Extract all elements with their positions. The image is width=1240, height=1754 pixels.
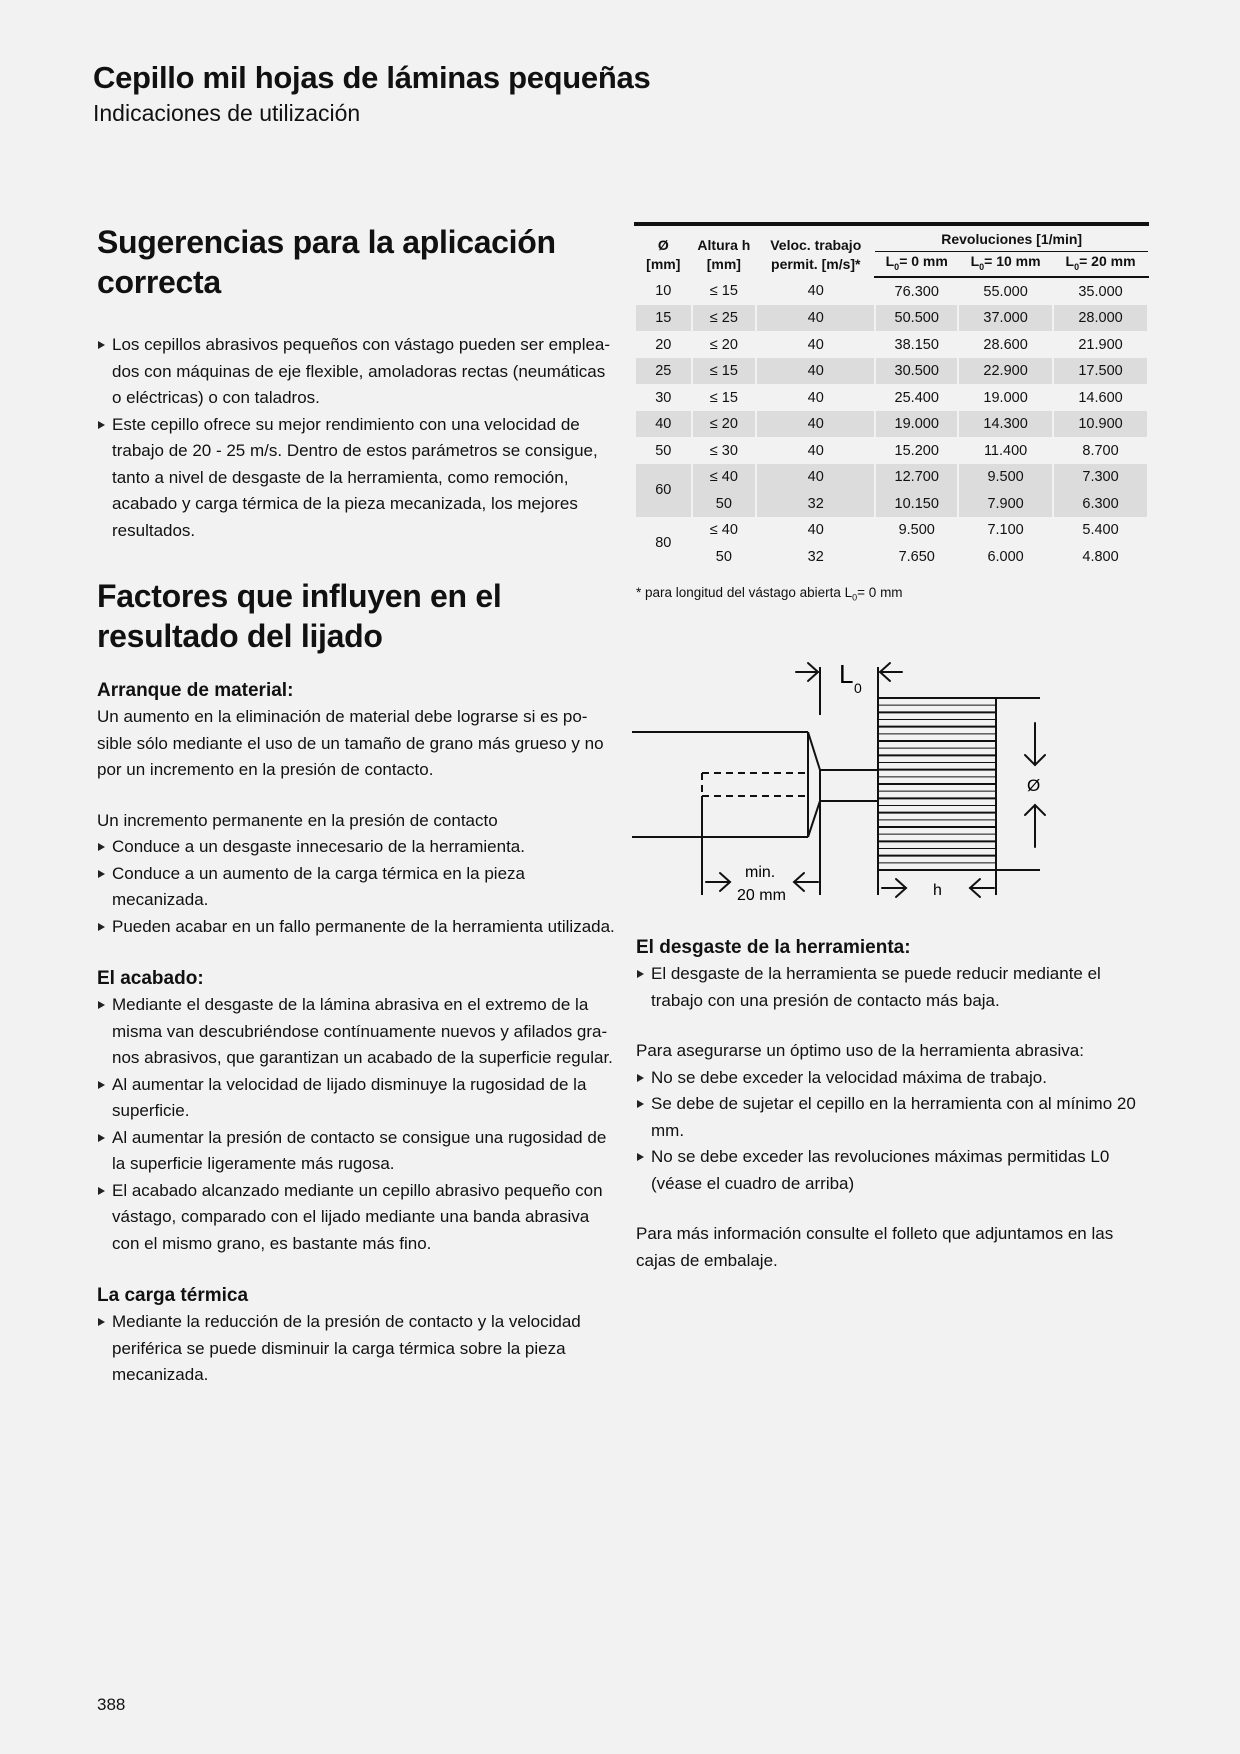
cell-v: 40 — [756, 437, 875, 464]
cell-r10: 9.500 — [958, 464, 1053, 491]
cell-h: ≤ 15 — [692, 384, 757, 411]
cell-r0: 15.200 — [875, 437, 958, 464]
list-item: Conduce a un aumento de la carga térmica en la pieza mecanizada. — [97, 861, 617, 914]
cell-v: 40 — [756, 331, 875, 358]
cell-r20: 8.700 — [1053, 437, 1148, 464]
cell-v: 40 — [756, 517, 875, 544]
list-item: Se debe de sujetar el cepillo en la herramienta con al mínimo 20 mm. — [636, 1091, 1156, 1144]
list-item: Conduce a un desgaste innecesario de la herramienta. — [97, 834, 617, 861]
cell-diameter: 30 — [635, 384, 692, 411]
cell-r0: 30.500 — [875, 358, 958, 385]
cell-r0: 38.150 — [875, 331, 958, 358]
cell-r10: 11.400 — [958, 437, 1053, 464]
revolutions-table — [634, 222, 1149, 570]
cell-diameter: 20 — [635, 331, 692, 358]
cell-v: 32 — [756, 490, 875, 517]
header-l0-0: $L_0= 0$ mm — [875, 251, 958, 277]
header-diam: Ø [mm] — [646, 237, 681, 272]
cell-v: 40 — [756, 411, 875, 438]
cell-h: ≤ 40 — [692, 464, 757, 491]
table-row — [635, 277, 1148, 305]
cell-r20: 14.600 — [1053, 384, 1148, 411]
cell-r10: 14.300 — [958, 411, 1053, 438]
cell-r10: 22.900 — [958, 358, 1053, 385]
heading-carga: La carga térmica — [97, 1285, 249, 1306]
table-row — [635, 437, 1148, 464]
cell-diameter: 80 — [635, 517, 692, 570]
cell-r0: 19.000 — [875, 411, 958, 438]
cell-r20: 7.300 — [1053, 464, 1148, 491]
label-h: h — [933, 882, 942, 899]
cell-diameter: 10 — [635, 277, 692, 305]
list-item: El acabado alcanzado mediante un cepillo abrasivo pequeño con vástago, comparado con el lijado mediante una banda abrasiva con el mismo grano, es bastante más fino. — [97, 1178, 617, 1258]
left-column — [97, 222, 617, 1389]
table-row — [635, 305, 1148, 332]
heading-sugerencias: Sugerencias para la aplicación correcta — [97, 224, 556, 300]
cell-diameter: 50 — [635, 437, 692, 464]
cell-r0: 25.400 — [875, 384, 958, 411]
heading-acabado: El acabado: — [97, 968, 204, 989]
label-diameter: Ø — [1027, 776, 1041, 795]
sugerencias-list — [97, 332, 617, 544]
cell-h: ≤ 30 — [692, 437, 757, 464]
page-number: 388 — [97, 1695, 126, 1714]
table-row — [635, 331, 1148, 358]
list-item: Mediante la reducción de la presión de contacto y la velocidad periférica se puede disminuir la carga térmica sobre la pieza mecanizada. — [97, 1309, 617, 1389]
list-item: No se debe exceder las revoluciones máximas permitidas L0 (véase el cuadro de arriba) — [636, 1144, 1156, 1197]
incremento-list — [97, 834, 617, 940]
cell-r10: 6.000 — [958, 543, 1053, 570]
cell-h: ≤ 15 — [692, 358, 757, 385]
carga-list — [97, 1309, 617, 1389]
cell-r20: 5.400 — [1053, 517, 1148, 544]
header-veloc: Veloc. trabajo permit. [m/s]* — [770, 237, 862, 272]
list-item: Pueden acabar en un fallo permanente de la herramienta utilizada. — [97, 914, 617, 941]
cell-h: ≤ 20 — [692, 411, 757, 438]
cell-h: ≤ 15 — [692, 277, 757, 305]
cell-r20: 28.000 — [1053, 305, 1148, 332]
list-item: Al aumentar la presión de contacto se consigue una rugosidad de la superficie ligeramente más rugosa. — [97, 1125, 617, 1178]
cell-v: 40 — [756, 358, 875, 385]
cell-r20: 21.900 — [1053, 331, 1148, 358]
incremento-intro: Un incremento permanente en la presión de contacto — [97, 810, 498, 830]
list-item: Este cepillo ofrece su mejor rendimiento con una velocidad de trabajo de 20 - 25 m/s. Dentro de estos parámetros se consigue, tanto a nivel de desgaste de la herramienta, como remoción, acabado y carga térmica de la pieza mecanizada, los mejores resultados. — [97, 412, 617, 545]
cell-r0: 76.300 — [875, 277, 958, 305]
table-row — [635, 490, 1148, 517]
heading-factores: Factores que influyen en el resultado del lijado — [97, 578, 502, 654]
heading-arranque: Arranque de material: — [97, 680, 294, 701]
cell-v: 40 — [756, 277, 875, 305]
label-min: min. — [745, 864, 776, 881]
list-item: El desgaste de la herramienta se puede reducir mediante el trabajo con una presión de contacto más baja. — [636, 961, 1156, 1014]
cell-h: 50 — [692, 543, 757, 570]
table-row — [635, 464, 1148, 491]
table-row — [635, 358, 1148, 385]
cell-v: 40 — [756, 464, 875, 491]
table-row — [635, 517, 1148, 544]
cell-r0: 10.150 — [875, 490, 958, 517]
right-column — [636, 935, 1156, 1274]
cell-r0: 50.500 — [875, 305, 958, 332]
list-item: Mediante el desgaste de la lámina abrasiva en el extremo de la misma van descubriéndose contínuamente nuevos y afilados gra-nos abrasivos, que garantizan un acabado de la superficie regular. — [97, 992, 617, 1072]
list-item: No se debe exceder la velocidad máxima de trabajo. — [636, 1065, 1156, 1092]
header-altura: Altura h [mm] — [697, 237, 751, 272]
header-revoluciones: Revoluciones [1/min] — [875, 226, 1148, 251]
page-subtitle: Indicaciones de utilización — [93, 100, 361, 126]
brush-dimension-diagram — [630, 655, 1070, 915]
table-row — [635, 543, 1148, 570]
cell-v: 40 — [756, 384, 875, 411]
asegurar-intro: Para asegurarse un óptimo uso de la herramienta abrasiva: — [636, 1041, 1084, 1060]
asegurar-list — [636, 1065, 1156, 1198]
page-title: Cepillo mil hojas de láminas pequeñas — [93, 60, 651, 95]
cell-h: ≤ 25 — [692, 305, 757, 332]
cell-v: 32 — [756, 543, 875, 570]
list-item: Al aumentar la velocidad de lijado disminuye la rugosidad de la superficie. — [97, 1072, 617, 1125]
header-l0-20: $L_0= 20$ mm — [1053, 251, 1148, 277]
cell-diameter: 40 — [635, 411, 692, 438]
table-row — [635, 384, 1148, 411]
cell-v: 40 — [756, 305, 875, 332]
cell-r10: 7.100 — [958, 517, 1053, 544]
label-min-value: 20 mm — [737, 887, 786, 904]
cell-r10: 55.000 — [958, 277, 1053, 305]
cell-r0: 7.650 — [875, 543, 958, 570]
acabado-list — [97, 992, 617, 1257]
label-l: L — [839, 659, 854, 689]
table-body — [635, 277, 1148, 570]
arranque-text: Un aumento en la eliminación de material debe lograrse si es po-sible sólo mediante el uso de un tamaño de grano más grueso y no por un incremento en la presión de contacto. — [97, 707, 604, 779]
cell-r20: 4.800 — [1053, 543, 1148, 570]
cell-r10: 37.000 — [958, 305, 1053, 332]
cell-r0: 9.500 — [875, 517, 958, 544]
table-row — [635, 411, 1148, 438]
info-text: Para más información consulte el folleto que adjuntamos en las cajas de embalaje. — [636, 1224, 1114, 1270]
cell-r20: 17.500 — [1053, 358, 1148, 385]
cell-r20: 35.000 — [1053, 277, 1148, 305]
label-l-sub: 0 — [854, 680, 862, 696]
heading-desgaste: El desgaste de la herramienta: — [636, 937, 911, 958]
cell-r0: 12.700 — [875, 464, 958, 491]
cell-diameter: 60 — [635, 464, 692, 517]
table-footnote: * para longitud del vástago abierta $L_0= 0$ mm — [636, 585, 903, 603]
cell-diameter: 25 — [635, 358, 692, 385]
cell-r20: 10.900 — [1053, 411, 1148, 438]
header-l0-10: $L_0= 10$ mm — [958, 251, 1053, 277]
list-item: Los cepillos abrasivos pequeños con vástago pueden ser emplea-dos con máquinas de eje flexible, amoladoras rectas (neumáticas o eléctricas) o con taladros. — [97, 332, 617, 412]
cell-r10: 28.600 — [958, 331, 1053, 358]
cell-h: ≤ 20 — [692, 331, 757, 358]
cell-h: 50 — [692, 490, 757, 517]
desgaste-list — [636, 961, 1156, 1014]
cell-r20: 6.300 — [1053, 490, 1148, 517]
cell-r10: 19.000 — [958, 384, 1053, 411]
cell-h: ≤ 40 — [692, 517, 757, 544]
cell-diameter: 15 — [635, 305, 692, 332]
cell-r10: 7.900 — [958, 490, 1053, 517]
